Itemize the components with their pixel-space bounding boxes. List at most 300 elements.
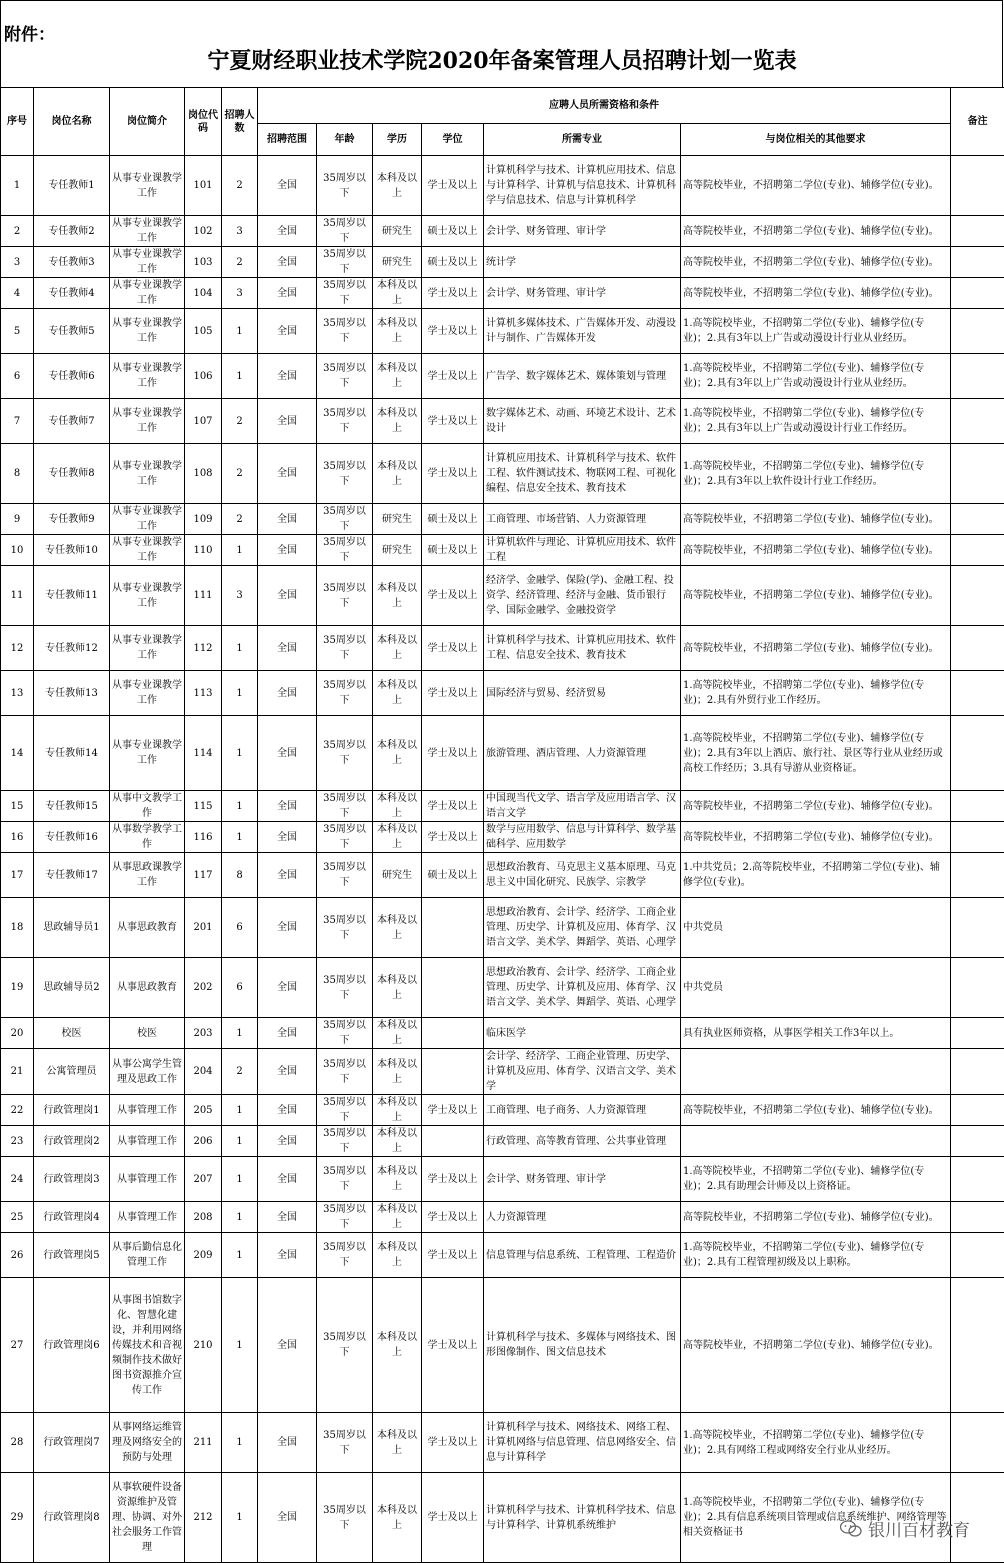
row-scope: 全国 [258, 1473, 317, 1563]
header-age: 年龄 [317, 124, 373, 156]
row-education: 本科及以上 [373, 354, 422, 399]
row-education: 研究生 [373, 247, 422, 278]
row-post-code: 211 [185, 1413, 222, 1473]
table-row [1, 216, 1004, 247]
row-age: 35周岁以下 [317, 309, 373, 354]
row-no: 6 [1, 354, 34, 399]
row-other-requirements: 1.高等院校毕业，不招聘第二学位(专业)、辅修学位(专业)；2.具有3年以上软件设计行业工作经历。 [681, 444, 951, 504]
table-body [1, 156, 1004, 1563]
row-no: 5 [1, 309, 34, 354]
row-degree: 学士及以上 [422, 399, 484, 444]
row-remark [951, 156, 1004, 216]
row-other-requirements: 高等院校毕业，不招聘第二学位(专业)、辅修学位(专业)。 [681, 626, 951, 671]
row-post-code: 109 [185, 504, 222, 535]
row-recruit-count: 1 [222, 354, 258, 399]
row-post-intro: 从事专业课教学工作 [110, 444, 185, 504]
row-post-name: 专任教师5 [34, 309, 110, 354]
row-other-requirements: 高等院校毕业，不招聘第二学位(专业)、辅修学位(专业)。 [681, 156, 951, 216]
row-post-name: 专任教师6 [34, 354, 110, 399]
row-post-code: 102 [185, 216, 222, 247]
table-row [1, 504, 1004, 535]
row-major: 会计学、经济学、工商企业管理、历史学、计算机及应用、体育学、汉语言文学、美术学 [484, 1049, 681, 1095]
row-no: 28 [1, 1413, 34, 1473]
row-major: 工商管理、电子商务、人力资源管理 [484, 1095, 681, 1126]
wechat-icon [840, 1520, 862, 1538]
row-remark [951, 399, 1004, 444]
row-major: 计算机科学与技术、网络技术、网络工程、计算机网络与信息管理、信息网络安全、信息与计算科学 [484, 1413, 681, 1473]
row-recruit-count: 1 [222, 716, 258, 791]
row-recruit-count: 1 [222, 1413, 258, 1473]
row-degree: 硕士及以上 [422, 853, 484, 898]
row-age: 35周岁以下 [317, 1278, 373, 1413]
row-post-intro: 从事专业课教学工作 [110, 399, 185, 444]
row-post-name: 专任教师3 [34, 247, 110, 278]
table-row [1, 309, 1004, 354]
row-post-name: 行政管理岗1 [34, 1095, 110, 1126]
row-education: 研究生 [373, 853, 422, 898]
row-no: 17 [1, 853, 34, 898]
row-other-requirements: 1.高等院校毕业，不招聘第二学位(专业)、辅修学位(专业)；2.具有信息系统项目管理或信息系统维护、网络管理等相关资格证书 [681, 1473, 951, 1563]
row-education: 本科及以上 [373, 1413, 422, 1473]
row-scope: 全国 [258, 671, 317, 716]
row-other-requirements: 中共党员 [681, 898, 951, 958]
row-age: 35周岁以下 [317, 156, 373, 216]
row-post-code: 209 [185, 1233, 222, 1278]
row-scope: 全国 [258, 278, 317, 309]
page-title: 宁夏财经职业技术学院2020年备案管理人员招聘计划一览表 [0, 44, 1004, 75]
row-age: 35周岁以下 [317, 444, 373, 504]
row-other-requirements: 具有执业医师资格，从事医学相关工作3年以上。 [681, 1018, 951, 1049]
row-other-requirements [681, 1049, 951, 1095]
row-no: 3 [1, 247, 34, 278]
row-post-name: 公寓管理员 [34, 1049, 110, 1095]
row-major: 思想政治教育、会计学、经济学、工商企业管理、历史学、计算机及应用、体育学、汉语言文学、美术学、舞蹈学、英语、心理学 [484, 958, 681, 1018]
row-post-intro: 从事思政课教学工作 [110, 853, 185, 898]
row-no: 8 [1, 444, 34, 504]
table-row [1, 671, 1004, 716]
row-remark [951, 309, 1004, 354]
row-education: 本科及以上 [373, 1049, 422, 1095]
row-degree: 学士及以上 [422, 309, 484, 354]
row-recruit-count: 1 [222, 671, 258, 716]
row-post-code: 113 [185, 671, 222, 716]
row-other-requirements: 高等院校毕业，不招聘第二学位(专业)、辅修学位(专业)。 [681, 278, 951, 309]
row-no: 25 [1, 1202, 34, 1233]
row-post-name: 专任教师2 [34, 216, 110, 247]
row-remark [951, 1049, 1004, 1095]
row-post-name: 专任教师13 [34, 671, 110, 716]
row-recruit-count: 1 [222, 1157, 258, 1202]
row-degree [422, 1049, 484, 1095]
row-age: 35周岁以下 [317, 898, 373, 958]
row-other-requirements: 高等院校毕业，不招聘第二学位(专业)、辅修学位(专业)。 [681, 216, 951, 247]
row-recruit-count: 2 [222, 504, 258, 535]
row-no: 11 [1, 566, 34, 626]
row-scope: 全国 [258, 566, 317, 626]
row-post-intro: 从事专业课教学工作 [110, 671, 185, 716]
row-post-name: 思政辅导员1 [34, 898, 110, 958]
row-age: 35周岁以下 [317, 535, 373, 566]
row-post-name: 专任教师16 [34, 822, 110, 853]
row-degree: 学士及以上 [422, 566, 484, 626]
row-post-intro: 从事专业课教学工作 [110, 156, 185, 216]
row-other-requirements: 1.高等院校毕业，不招聘第二学位(专业)、辅修学位(专业)；2.具有3年以上广告或动漫设计行业工作经历。 [681, 399, 951, 444]
row-other-requirements: 1.中共党员；2.高等院校毕业，不招聘第二学位(专业)、辅修学位(专业)。 [681, 853, 951, 898]
row-scope: 全国 [258, 1095, 317, 1126]
row-remark [951, 716, 1004, 791]
row-major: 数字媒体艺术、动画、环境艺术设计、艺术设计 [484, 399, 681, 444]
watermark [840, 1516, 970, 1541]
row-post-intro: 从事网络运维管理及网络安全的预防与处理 [110, 1413, 185, 1473]
row-post-code: 114 [185, 716, 222, 791]
row-post-code: 105 [185, 309, 222, 354]
row-post-code: 104 [185, 278, 222, 309]
row-other-requirements: 高等院校毕业，不招聘第二学位(专业)、辅修学位(专业)。 [681, 535, 951, 566]
row-post-code: 108 [185, 444, 222, 504]
row-major: 思想政治教育、会计学、经济学、工商企业管理、历史学、计算机及应用、体育学、汉语言文学、美术学、舞蹈学、英语、心理学 [484, 898, 681, 958]
row-scope: 全国 [258, 354, 317, 399]
row-education: 研究生 [373, 216, 422, 247]
row-education: 本科及以上 [373, 716, 422, 791]
row-post-name: 行政管理岗8 [34, 1473, 110, 1563]
row-no: 7 [1, 399, 34, 444]
row-other-requirements [681, 1126, 951, 1157]
row-post-intro: 从事中文教学工作 [110, 791, 185, 822]
row-post-code: 115 [185, 791, 222, 822]
row-education: 本科及以上 [373, 958, 422, 1018]
row-age: 35周岁以下 [317, 354, 373, 399]
row-major: 计算机科学与技术、计算机应用技术、信息与计算科学、计算机与信息技术、计算机科学与信息技术、信息与计算机科学 [484, 156, 681, 216]
row-recruit-count: 1 [222, 1473, 258, 1563]
row-other-requirements: 高等院校毕业，不招聘第二学位(专业)、辅修学位(专业)。 [681, 566, 951, 626]
row-post-code: 106 [185, 354, 222, 399]
row-major: 思想政治教育、马克思主义基本原理、马克思主义中国化研究、民族学、宗教学 [484, 853, 681, 898]
row-recruit-count: 1 [222, 1095, 258, 1126]
row-major: 信息管理与信息系统、工程管理、工程造价 [484, 1233, 681, 1278]
row-remark [951, 444, 1004, 504]
row-scope: 全国 [258, 535, 317, 566]
table-row [1, 566, 1004, 626]
row-education: 研究生 [373, 504, 422, 535]
row-post-name: 行政管理岗5 [34, 1233, 110, 1278]
row-post-intro: 从事专业课教学工作 [110, 216, 185, 247]
row-major: 计算机科学与技术、多媒体与网络技术、图形图像制作、图文信息技术 [484, 1278, 681, 1413]
row-recruit-count: 2 [222, 399, 258, 444]
row-other-requirements: 1.高等院校毕业，不招聘第二学位(专业)、辅修学位(专业)；2.具有3年以上广告或动漫设计行业从业经历。 [681, 354, 951, 399]
row-education: 本科及以上 [373, 1278, 422, 1413]
row-no: 12 [1, 626, 34, 671]
row-other-requirements: 1.高等院校毕业，不招聘第二学位(专业)、辅修学位(专业)；2.具有外贸行业工作经历。 [681, 671, 951, 716]
row-post-code: 110 [185, 535, 222, 566]
row-post-code: 212 [185, 1473, 222, 1563]
row-degree: 硕士及以上 [422, 216, 484, 247]
row-scope: 全国 [258, 1413, 317, 1473]
header-requirements-group: 应聘人员所需资格和条件 [258, 88, 951, 124]
row-post-code: 201 [185, 898, 222, 958]
row-post-intro: 校医 [110, 1018, 185, 1049]
row-scope: 全国 [258, 853, 317, 898]
row-post-intro: 从事管理工作 [110, 1157, 185, 1202]
row-post-intro: 从事管理工作 [110, 1095, 185, 1126]
row-scope: 全国 [258, 399, 317, 444]
row-post-code: 116 [185, 822, 222, 853]
row-post-intro: 从事专业课教学工作 [110, 354, 185, 399]
row-other-requirements: 高等院校毕业，不招聘第二学位(专业)、辅修学位(专业)。 [681, 247, 951, 278]
row-recruit-count: 1 [222, 309, 258, 354]
row-scope: 全国 [258, 1278, 317, 1413]
row-post-name: 行政管理岗7 [34, 1413, 110, 1473]
row-age: 35周岁以下 [317, 1202, 373, 1233]
table-row [1, 247, 1004, 278]
row-scope: 全国 [258, 309, 317, 354]
row-degree: 学士及以上 [422, 1233, 484, 1278]
row-education: 本科及以上 [373, 309, 422, 354]
row-education: 本科及以上 [373, 1473, 422, 1563]
row-scope: 全国 [258, 1233, 317, 1278]
row-education: 本科及以上 [373, 399, 422, 444]
row-age: 35周岁以下 [317, 399, 373, 444]
row-major: 计算机软件与理论、计算机应用技术、软件工程 [484, 535, 681, 566]
row-post-name: 专任教师17 [34, 853, 110, 898]
table-row [1, 791, 1004, 822]
row-degree [422, 958, 484, 1018]
table-row [1, 156, 1004, 216]
table-row [1, 444, 1004, 504]
row-education: 本科及以上 [373, 566, 422, 626]
row-other-requirements: 1.高等院校毕业，不招聘第二学位(专业)、辅修学位(专业)；2.具有工程管理初级及以上职称。 [681, 1233, 951, 1278]
row-other-requirements: 高等院校毕业，不招聘第二学位(专业)、辅修学位(专业)。 [681, 791, 951, 822]
row-post-name: 专任教师7 [34, 399, 110, 444]
row-degree: 硕士及以上 [422, 247, 484, 278]
row-degree [422, 898, 484, 958]
row-remark [951, 1018, 1004, 1049]
header-scope: 招聘范围 [258, 124, 317, 156]
row-age: 35周岁以下 [317, 1473, 373, 1563]
row-no: 14 [1, 716, 34, 791]
row-age: 35周岁以下 [317, 822, 373, 853]
row-education: 本科及以上 [373, 791, 422, 822]
row-scope: 全国 [258, 958, 317, 1018]
row-degree: 学士及以上 [422, 354, 484, 399]
row-education: 本科及以上 [373, 1095, 422, 1126]
row-recruit-count: 3 [222, 566, 258, 626]
row-major: 会计学、财务管理、审计学 [484, 278, 681, 309]
row-recruit-count: 1 [222, 1018, 258, 1049]
row-recruit-count: 6 [222, 898, 258, 958]
row-no: 18 [1, 898, 34, 958]
watermark-text: 银川百材教育 [868, 1516, 970, 1541]
row-remark [951, 504, 1004, 535]
row-scope: 全国 [258, 504, 317, 535]
row-recruit-count: 2 [222, 247, 258, 278]
table-row [1, 822, 1004, 853]
row-no: 9 [1, 504, 34, 535]
row-no: 1 [1, 156, 34, 216]
row-no: 26 [1, 1233, 34, 1278]
row-other-requirements: 1.高等院校毕业，不招聘第二学位(专业)、辅修学位(专业)；2.具有网络工程或网络安全行业从业经历。 [681, 1413, 951, 1473]
row-major: 广告学、数字媒体艺术、媒体策划与管理 [484, 354, 681, 399]
header-post-name: 岗位名称 [34, 88, 110, 156]
row-recruit-count: 2 [222, 156, 258, 216]
row-post-intro: 从事专业课教学工作 [110, 626, 185, 671]
row-age: 35周岁以下 [317, 853, 373, 898]
row-post-intro: 从事专业课教学工作 [110, 247, 185, 278]
row-major: 计算机应用技术、计算机科学与技术、软件工程、软件测试技术、物联网工程、可视化编程、信息安全技术、教育技术 [484, 444, 681, 504]
row-age: 35周岁以下 [317, 216, 373, 247]
row-post-name: 专任教师12 [34, 626, 110, 671]
row-scope: 全国 [258, 156, 317, 216]
row-education: 本科及以上 [373, 156, 422, 216]
row-age: 35周岁以下 [317, 1233, 373, 1278]
row-no: 13 [1, 671, 34, 716]
row-recruit-count: 1 [222, 1233, 258, 1278]
header-education: 学历 [373, 124, 422, 156]
row-post-name: 行政管理岗6 [34, 1278, 110, 1413]
row-age: 35周岁以下 [317, 671, 373, 716]
header-remark: 备注 [951, 88, 1004, 156]
row-remark [951, 566, 1004, 626]
row-age: 35周岁以下 [317, 247, 373, 278]
row-post-name: 专任教师15 [34, 791, 110, 822]
row-scope: 全国 [258, 1126, 317, 1157]
row-degree: 学士及以上 [422, 1202, 484, 1233]
row-remark [951, 278, 1004, 309]
table-row [1, 399, 1004, 444]
row-education: 本科及以上 [373, 1233, 422, 1278]
table-row [1, 1049, 1004, 1095]
table-row [1, 354, 1004, 399]
row-education: 本科及以上 [373, 898, 422, 958]
row-other-requirements: 高等院校毕业，不招聘第二学位(专业)、辅修学位(专业)。 [681, 1095, 951, 1126]
row-major: 会计学、财务管理、审计学 [484, 1157, 681, 1202]
row-post-name: 专任教师10 [34, 535, 110, 566]
row-post-code: 205 [185, 1095, 222, 1126]
row-remark [951, 898, 1004, 958]
row-degree: 学士及以上 [422, 1413, 484, 1473]
table-row [1, 1233, 1004, 1278]
row-recruit-count: 2 [222, 1049, 258, 1095]
row-education: 本科及以上 [373, 1157, 422, 1202]
row-scope: 全国 [258, 1018, 317, 1049]
row-degree: 学士及以上 [422, 716, 484, 791]
table-row [1, 1202, 1004, 1233]
row-major: 数学与应用数学、信息与计算科学、数学基础科学、应用数学 [484, 822, 681, 853]
row-age: 35周岁以下 [317, 716, 373, 791]
row-remark [951, 853, 1004, 898]
row-no: 29 [1, 1473, 34, 1563]
table-row [1, 535, 1004, 566]
row-post-code: 101 [185, 156, 222, 216]
row-no: 2 [1, 216, 34, 247]
row-no: 24 [1, 1157, 34, 1202]
row-education: 本科及以上 [373, 822, 422, 853]
row-major: 会计学、财务管理、审计学 [484, 216, 681, 247]
row-remark [951, 1157, 1004, 1202]
row-other-requirements: 中共党员 [681, 958, 951, 1018]
row-degree [422, 1018, 484, 1049]
row-remark [951, 671, 1004, 716]
row-post-code: 202 [185, 958, 222, 1018]
row-education: 本科及以上 [373, 626, 422, 671]
row-post-name: 专任教师4 [34, 278, 110, 309]
row-recruit-count: 2 [222, 444, 258, 504]
row-degree: 学士及以上 [422, 1473, 484, 1563]
row-post-code: 208 [185, 1202, 222, 1233]
row-major: 中国现当代文学、语言学及应用语言学、汉语言文学 [484, 791, 681, 822]
row-post-intro: 从事专业课教学工作 [110, 566, 185, 626]
row-age: 35周岁以下 [317, 958, 373, 1018]
row-no: 20 [1, 1018, 34, 1049]
row-age: 35周岁以下 [317, 1049, 373, 1095]
row-scope: 全国 [258, 791, 317, 822]
header-degree: 学位 [422, 124, 484, 156]
row-remark [951, 1233, 1004, 1278]
table-row [1, 1018, 1004, 1049]
row-education: 本科及以上 [373, 1202, 422, 1233]
row-post-code: 117 [185, 853, 222, 898]
row-post-name: 专任教师14 [34, 716, 110, 791]
row-age: 35周岁以下 [317, 278, 373, 309]
row-remark [951, 1095, 1004, 1126]
row-age: 35周岁以下 [317, 791, 373, 822]
header-major: 所需专业 [484, 124, 681, 156]
row-recruit-count: 1 [222, 1278, 258, 1413]
row-no: 15 [1, 791, 34, 822]
table-row [1, 958, 1004, 1018]
row-no: 4 [1, 278, 34, 309]
row-post-name: 行政管理岗3 [34, 1157, 110, 1202]
row-major: 计算机科学与技术、计算机科学技术、信息与计算科学、计算机系统维护 [484, 1473, 681, 1563]
row-post-intro: 从事后勤信息化管理工作 [110, 1233, 185, 1278]
row-no: 27 [1, 1278, 34, 1413]
row-scope: 全国 [258, 444, 317, 504]
row-age: 35周岁以下 [317, 1126, 373, 1157]
row-remark [951, 626, 1004, 671]
row-post-intro: 从事管理工作 [110, 1126, 185, 1157]
row-degree: 学士及以上 [422, 1095, 484, 1126]
row-recruit-count: 3 [222, 278, 258, 309]
row-remark [951, 822, 1004, 853]
row-scope: 全国 [258, 822, 317, 853]
row-post-intro: 从事软硬件设备资源维护及管理、协调、对外社会服务工作管理 [110, 1473, 185, 1563]
row-no: 10 [1, 535, 34, 566]
row-post-name: 行政管理岗4 [34, 1202, 110, 1233]
row-degree: 学士及以上 [422, 626, 484, 671]
row-scope: 全国 [258, 247, 317, 278]
row-recruit-count: 6 [222, 958, 258, 1018]
row-recruit-count: 1 [222, 822, 258, 853]
row-scope: 全国 [258, 626, 317, 671]
row-post-name: 思政辅导员2 [34, 958, 110, 1018]
table-row [1, 1157, 1004, 1202]
row-post-code: 111 [185, 566, 222, 626]
table-row [1, 1126, 1004, 1157]
row-post-code: 207 [185, 1157, 222, 1202]
row-remark [951, 791, 1004, 822]
row-recruit-count: 1 [222, 1202, 258, 1233]
row-degree: 学士及以上 [422, 1157, 484, 1202]
row-post-name: 行政管理岗2 [34, 1126, 110, 1157]
row-remark [951, 216, 1004, 247]
row-degree: 学士及以上 [422, 791, 484, 822]
header-post-code: 岗位代码 [185, 88, 222, 156]
row-degree: 学士及以上 [422, 278, 484, 309]
row-education: 本科及以上 [373, 278, 422, 309]
row-major: 国际经济与贸易、经济贸易 [484, 671, 681, 716]
row-degree: 学士及以上 [422, 822, 484, 853]
row-degree: 硕士及以上 [422, 535, 484, 566]
row-education: 本科及以上 [373, 1018, 422, 1049]
